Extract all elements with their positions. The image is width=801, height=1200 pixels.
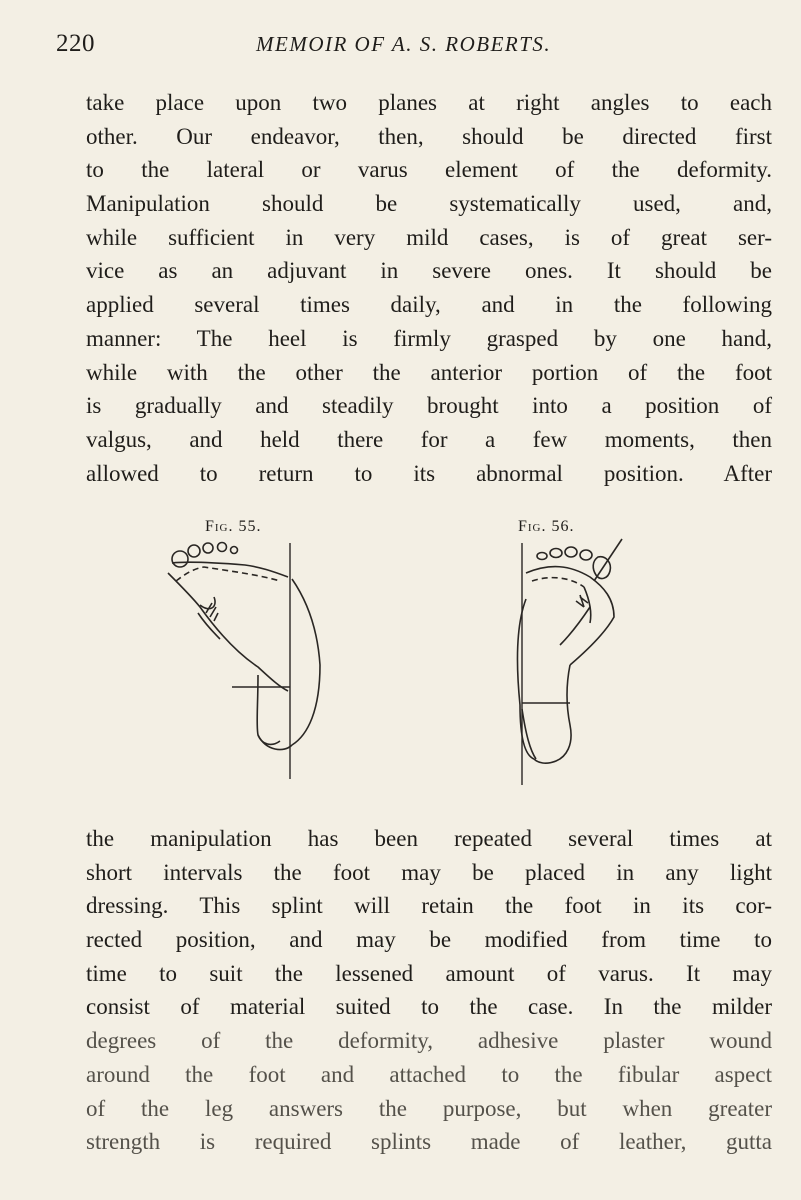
text-line: is gradually and steadily brought into a position of: [86, 393, 772, 419]
text-line: valgus, and held there for a few moments, then: [86, 426, 772, 452]
text-line: strength is required splints made of leather, gutta: [86, 1129, 772, 1155]
text-line: dressing. This splint will retain the foot in its cor-: [86, 893, 772, 919]
text-line: other. Our endeavor, then, should be directed first: [86, 123, 772, 149]
text-line: manner: The heel is firmly grasped by one hand,: [86, 325, 772, 351]
text-line: consist of material suited to the case. In the milder: [86, 994, 772, 1020]
figure-56-illustration: [480, 535, 680, 785]
text-line: short intervals the foot may be placed in any light: [86, 859, 772, 885]
paragraph-2: [86, 822, 772, 1159]
page-header: [56, 30, 761, 64]
text-line: degrees of the deformity, adhesive plaster wound: [86, 1028, 772, 1054]
text-line: applied several times daily, and in the following: [86, 292, 772, 318]
text-line: time to suit the lessened amount of varus. It may: [86, 960, 772, 986]
figure-55-illustration: [140, 535, 340, 780]
text-line: while sufficient in very mild cases, is of great ser-: [86, 224, 772, 250]
text-line: to the lateral or varus element of the deformity.: [86, 157, 772, 183]
page-number: 220: [56, 30, 95, 57]
text-line: the manipulation has been repeated several times at: [86, 826, 772, 851]
running-head: MEMOIR OF A. S. ROBERTS.: [256, 32, 552, 56]
text-line: vice as an adjuvant in severe ones. It should be: [86, 258, 772, 284]
text-line: around the foot and attached to the fibular aspect: [86, 1061, 772, 1087]
figure-56-caption: Fig. 56.: [518, 518, 575, 535]
text-line: allowed to return to its abnormal position. After: [86, 460, 772, 486]
text-line: take place upon two planes at right angles to each: [86, 90, 772, 115]
text-line: of the leg answers the purpose, but when greater: [86, 1095, 772, 1121]
text-line: rected position, and may be modified from time to: [86, 927, 772, 953]
text-line: while with the other the anterior portion of the foot: [86, 359, 772, 385]
paragraph-1: [86, 86, 772, 490]
text-line: Manipulation should be systematically used, and,: [86, 191, 772, 217]
figure-55-caption: Fig. 55.: [205, 518, 262, 535]
